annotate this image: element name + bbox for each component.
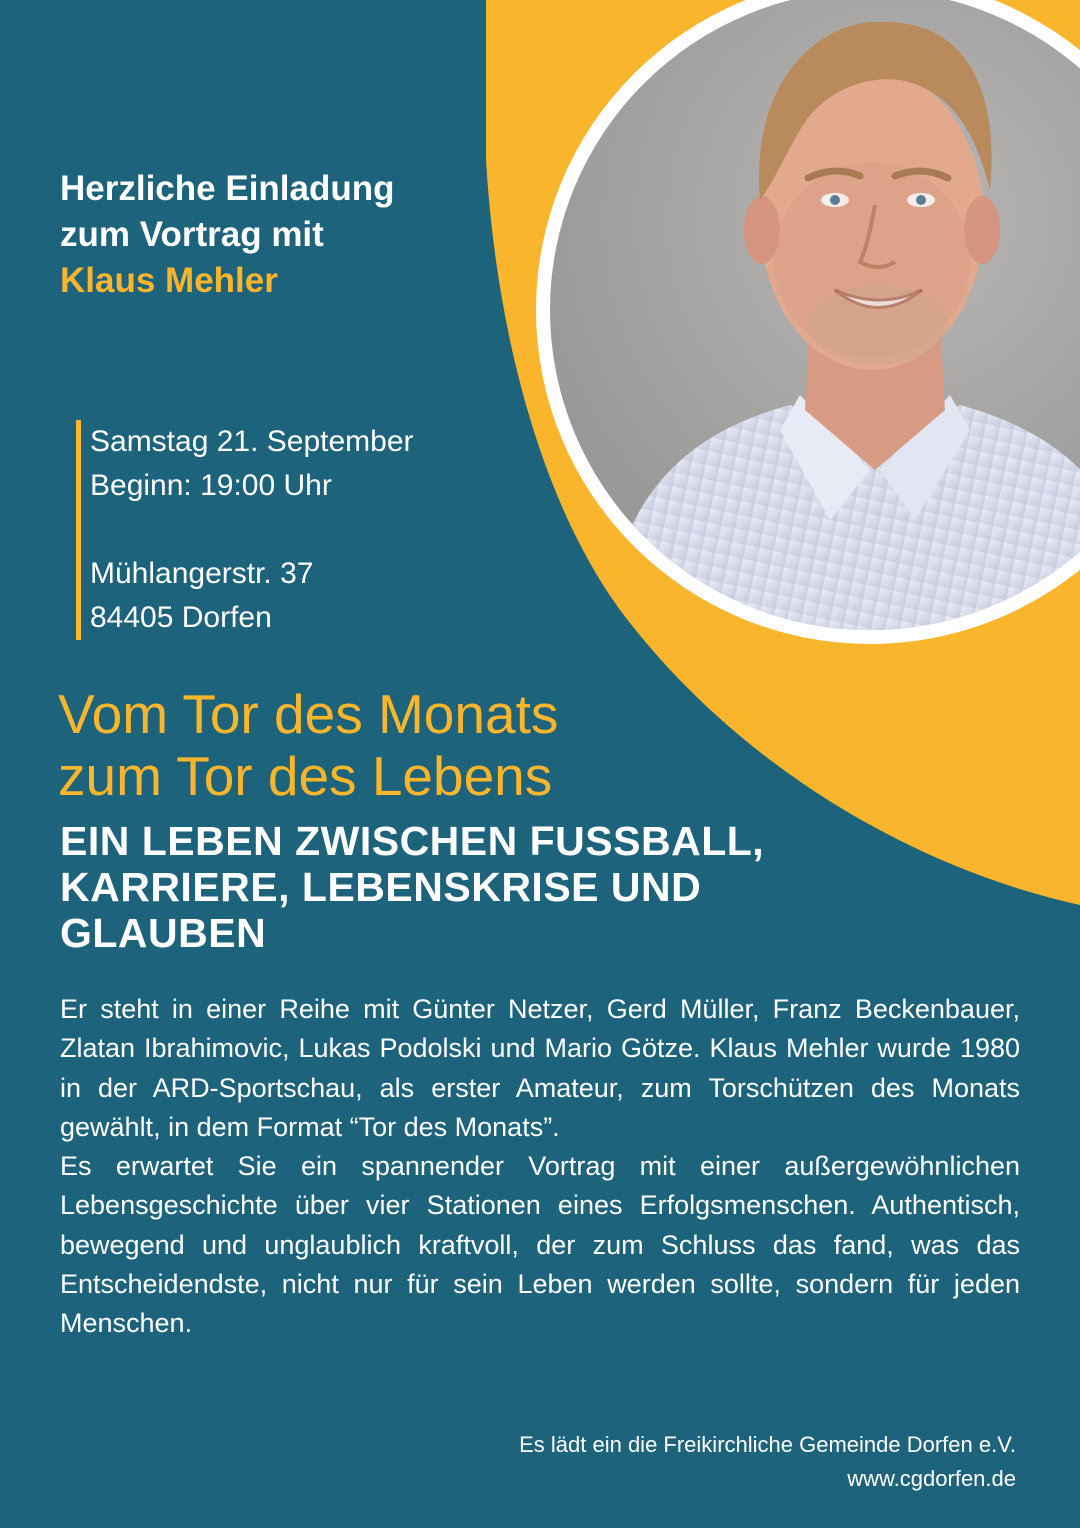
- talk-title-line-1: Vom Tor des Monats: [58, 683, 559, 745]
- host-text: Es lädt ein die Freikirchliche Gemeinde Dorfen e.V.: [519, 1432, 1016, 1457]
- invitation-intro: [60, 166, 395, 304]
- talk-title-line-2: zum Tor des Lebens: [58, 745, 553, 807]
- event-date: Samstag 21. September: [90, 425, 414, 458]
- description-paragraph-1: Er steht in einer Reihe mit Günter Netzer, Gerd Müller, Franz Beckenbauer, Zlatan Ibrahimovic, Lukas Podolski und Mario Götze. Klaus Mehler wurde 1980 in der ARD-Sportschau, als erster Amateur, zum Torschützen des Monats gewählt, in dem Format “Tor des Monats”.: [60, 994, 1020, 1142]
- talk-subtitle: [60, 818, 960, 956]
- footer: [519, 1428, 1016, 1496]
- talk-title: [58, 683, 558, 807]
- intro-line-1: Herzliche Einladung: [60, 169, 395, 208]
- details-spacer: [90, 508, 414, 552]
- intro-line-2: zum Vortrag mit: [60, 215, 324, 254]
- event-city: 84405 Dorfen: [90, 601, 272, 634]
- talk-subtitle-line-1: EIN LEBEN ZWISCHEN FUSSBALL,: [60, 818, 765, 864]
- description-paragraph-2: Es erwartet Sie ein spannender Vortrag mit einer außergewöhnlichen Lebensgeschichte über vier Stationen eines Erfolgsmenschen. Authentisch, bewegend und unglaublich kraftvoll, der zum Schluss das fand, was das Entscheidendste, nicht nur für sein Leben werden sollte, sondern für jeden Menschen.: [60, 1151, 1020, 1339]
- talk-subtitle-line-2: KARRIERE, LEBENSKRISE UND: [60, 864, 702, 910]
- talk-subtitle-line-3: GLAUBEN: [60, 910, 267, 956]
- event-details: [76, 420, 414, 640]
- speaker-name: Klaus Mehler: [60, 261, 278, 300]
- website-link[interactable]: www.cgdorfen.de: [847, 1466, 1016, 1491]
- event-street: Mühlangerstr. 37: [90, 557, 314, 590]
- description: [60, 990, 1020, 1344]
- event-time: Beginn: 19:00 Uhr: [90, 469, 332, 502]
